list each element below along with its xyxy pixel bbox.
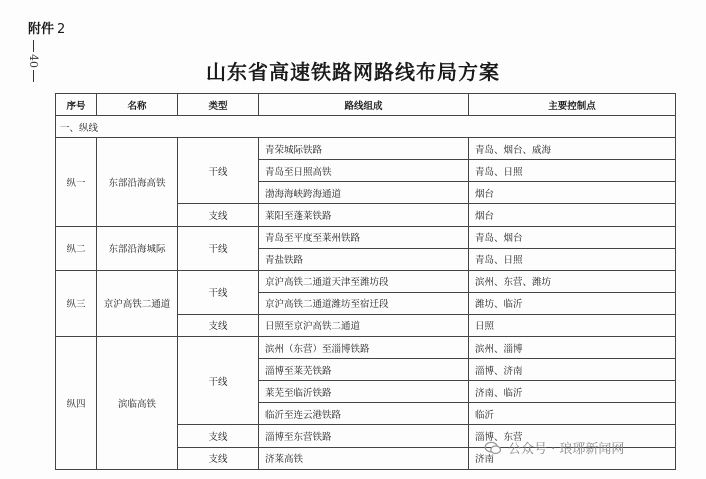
- row-control-points: 淄博、东营: [469, 425, 676, 447]
- page-number-text: 40: [27, 54, 40, 68]
- row-type: 干线: [178, 226, 259, 270]
- page-number-rule-top: [33, 40, 34, 52]
- table-row: [56, 226, 676, 248]
- row-type: 干线: [178, 337, 259, 425]
- row-control-points: 滨州、东营、潍坊: [469, 270, 676, 292]
- row-type: 支线: [178, 204, 259, 226]
- header-name: 名称: [97, 94, 178, 116]
- row-control-points: 青岛、烟台、威海: [469, 138, 676, 160]
- row-route: 淄博至东营铁路: [259, 425, 469, 447]
- row-index: 纵四: [56, 337, 97, 470]
- row-name: 滨临高铁: [97, 337, 178, 470]
- row-control-points: 济南、临沂: [469, 381, 676, 403]
- row-name: 东部沿海高铁: [97, 138, 178, 226]
- row-control-points: 潍坊、临沂: [469, 292, 676, 314]
- header-route: 路线组成: [259, 94, 469, 116]
- header-control-points: 主要控制点: [469, 94, 676, 116]
- row-name: 东部沿海城际: [97, 226, 178, 270]
- row-route: 京沪高铁二通道天津至潍坊段: [259, 270, 469, 292]
- row-route: 青岛至日照高铁: [259, 160, 469, 182]
- watermark: [484, 438, 624, 457]
- row-control-points: 烟台: [469, 204, 676, 226]
- row-route: 淄博至莱芜铁路: [259, 359, 469, 381]
- row-route: 京沪高铁二通道潍坊至宿迁段: [259, 292, 469, 314]
- row-control-points: 烟台: [469, 182, 676, 204]
- row-route: 济莱高铁: [259, 447, 469, 469]
- row-name: 京沪高铁二通道: [97, 270, 178, 336]
- attachment-label: [28, 18, 65, 37]
- page-title: 山东省高速铁路网路线布局方案: [206, 60, 500, 84]
- attachment-number: 2: [57, 22, 66, 37]
- attachment-text: 附件: [28, 22, 55, 37]
- row-control-points: 青岛、日照: [469, 248, 676, 270]
- row-type: 支线: [178, 447, 259, 469]
- wechat-icon: [484, 441, 502, 455]
- section-label: 一、纵线: [56, 116, 676, 138]
- watermark-text: 公众号 · 琅琊新闻网: [508, 442, 625, 457]
- row-type: 干线: [178, 138, 259, 204]
- row-control-points: 滨州、淄博: [469, 337, 676, 359]
- row-index: 纵二: [56, 226, 97, 270]
- table-row: [56, 138, 676, 160]
- section-row: [56, 116, 676, 138]
- table-row: [56, 337, 676, 359]
- row-route: 渤海海峡跨海通道: [259, 182, 469, 204]
- row-route: 青盐铁路: [259, 248, 469, 270]
- row-route: 青岛至平度至莱州铁路: [259, 226, 469, 248]
- header-index: 序号: [56, 94, 97, 116]
- row-route: 青荣城际铁路: [259, 138, 469, 160]
- row-type: 支线: [178, 314, 259, 336]
- row-control-points: 青岛、日照: [469, 160, 676, 182]
- route-table: [55, 93, 676, 470]
- row-route: 莱阳至蓬莱铁路: [259, 204, 469, 226]
- row-route: 滨州（东营）至淄博铁路: [259, 337, 469, 359]
- row-type: 干线: [178, 270, 259, 314]
- row-index: 纵三: [56, 270, 97, 336]
- row-route: 莱芜至临沂铁路: [259, 381, 469, 403]
- row-index: 纵一: [56, 138, 97, 226]
- table-header-row: [56, 94, 676, 116]
- table-body: [56, 116, 676, 470]
- header-type: 类型: [178, 94, 259, 116]
- row-control-points: 青岛、烟台: [469, 226, 676, 248]
- row-control-points: 淄博、济南: [469, 359, 676, 381]
- row-control-points: 济南: [469, 447, 676, 469]
- row-type: 支线: [178, 425, 259, 447]
- row-control-points: 临沂: [469, 403, 676, 425]
- row-control-points: 日照: [469, 314, 676, 336]
- row-route: 日照至京沪高铁二通道: [259, 314, 469, 336]
- table-row: [56, 270, 676, 292]
- row-route: 临沂至连云港铁路: [259, 403, 469, 425]
